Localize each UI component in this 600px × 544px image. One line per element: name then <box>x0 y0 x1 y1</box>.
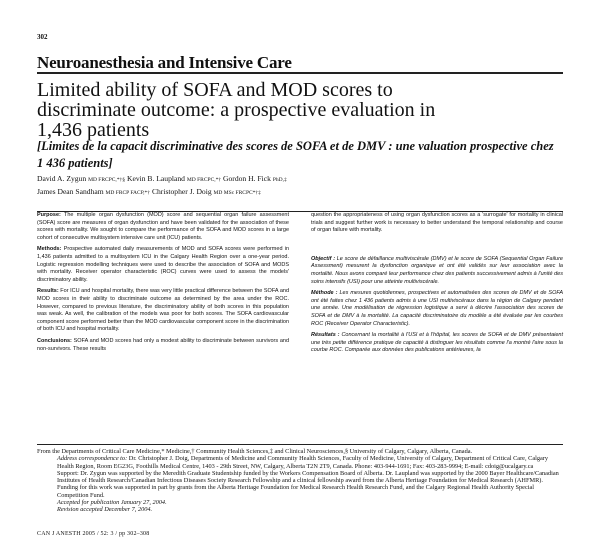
section-title: Neuroanesthesia and Intensive Care <box>37 53 292 72</box>
affiliations: From the Departments of Critical Care Medicine,* Medicine,† Community Health Sciences,‡ and Clinical Neurosciences,§ University of Calgary, Calgary, Alberta, Canada. <box>37 448 473 455</box>
abstract-conclusions <box>37 338 289 353</box>
abstract-results <box>37 288 289 334</box>
accepted-date: Accepted for publication January 27, 2004. <box>57 499 167 507</box>
author-line-2 <box>37 186 557 199</box>
header-rule <box>37 72 563 74</box>
abstract-english <box>37 212 289 357</box>
footnote-rule <box>37 444 563 445</box>
correspondence-text: Dr. Christopher J. Doig, Departments of Medicine and Community Health Sciences, Faculty of Medicine, University of Calgary, Department of Critical Care, Calgary Health Region, Room EG23G, Foothills Medical Centre, 1403 - 29th Street, NW, Calgary, Alberta T2N 2T9, Canada. Phone: 403-944-1691; Fax: 403-283-9994; E-mail: cdoig@ucalgary.ca <box>57 455 549 470</box>
author-credentials: PhD,‡ <box>272 177 287 183</box>
journal-citation: CAN J ANESTH 2005 / 52: 3 / pp 302–308 <box>37 531 150 537</box>
support-note: Support: Dr. Zygun was supported by the Meredith Graduate Studentship funded by the Workers Compensation Board of Alberta. Dr. Laupland was supported by the 2000 Bayer Healthcare/Canadian Institutes of Health Research/Canadian Infectious Diseases Society Research Fellowship and a clinical fellowship award from the Alberta Heritage Foundation for Medical Research (AHFMR). Funding for this work was supported in part by grants from the Alberta Heritage Foundation for Medical Research Health Research Fund, and the Calgary Regional Health Authority Special Competition Fund. <box>57 469 559 499</box>
objectif-text: Le score de défaillance multiviscérale (DMV) et le score de SOFA (Sequential Organ Failure Assessment) mesurent la dysfonction organique et ont été validés sur leur association avec la mortalité. Nous avons comparé leur performance chez des patients successivement admis à l'unité des soins intensifs (USI) pour une atteinte multiviscérale. <box>311 255 563 285</box>
revised-date: Revision accepted December 7, 2004. <box>57 506 153 514</box>
conclusions-label: Conclusions: <box>37 337 72 344</box>
author-credentials: MD FRCPC,*†§ <box>88 177 126 183</box>
conclusions-text: SOFA and MOD scores had only a modest ability to discriminate between survivors and non-survivors. These results <box>37 337 289 352</box>
objectif-label: Objectif : <box>311 255 336 262</box>
author-name: Christopher J. Doig <box>151 187 212 196</box>
author-name: Kevin B. Laupland <box>126 174 185 183</box>
article-title: Limited ability of SOFA and MOD scores to discriminate outcome: a prospective evaluation in 1,436 patients <box>37 79 436 141</box>
french-title: [Limites de la capacit discriminative des scores de SOFA et de DMV : une valuation prospective chez 1 436 patients] <box>37 139 554 170</box>
resultats-text: Concernant la mortalité à l'USI et à l'hôpital, les scores de SOFA et de DMV présentaient une très petite différence pratique de capacité à distinguer les résultats comme l'a montré l'aire sous la courbe ROC. Comparée aux données des publications antérieures, la <box>311 332 564 354</box>
abstract-resultats <box>311 332 563 355</box>
resultats-label: Résultats : <box>311 332 340 339</box>
author-line-1 <box>37 173 557 186</box>
author-name: Gordon H. Fick <box>223 174 271 183</box>
abstract-methode <box>311 290 563 328</box>
results-label: Results: <box>37 288 59 295</box>
results-text: For ICU and hospital mortality, there was very little practical difference between the SOFA and MOD scores in their ability to discriminate outcome as determined by the area under the ROC. However, compared to previous literature, the discriminatory ability of both scores in this population was weak. As well, the calibration of the models was poor for both scores. The SOFA cardiovascular component score performed better than the MOD cardiovascular component score in the discrimination of both ICU and hospital mortality. <box>37 288 290 333</box>
footnotes <box>37 448 563 514</box>
methods-label: Methods: <box>37 246 62 253</box>
abstract-french <box>311 212 563 359</box>
correspondence <box>37 455 563 470</box>
page-number: 302 <box>37 33 48 41</box>
abstract-methods <box>37 246 289 284</box>
methode-text: Les mesures quotidiennes, prospectives et automatisées des scores de DMV et de SOFA ont été faites chez 1 436 patients admis à une USI multiviscéraux dans la région de Calgary pendant une année. Une modélisation de régression logistique a servi à décrire l'association des scores de SOFA et de DMV à la mortalité. La capacité discriminatoire du modèle a été évaluée par les courbes ROC (Receiver Operator Characteristic). <box>311 290 564 327</box>
purpose-text: The multiple organ dysfunction (MOD) score and sequential organ failure assessment (SOFA) score are measures of organ dysfunction and have been validated for the association of these scores with mortality. We sought to compare the performance of the SOFA and MOD scores in a large cohort of consecutive multisystem intensive care unit (ICU) patients. <box>37 212 290 241</box>
abstract-continuation: question the appropriateness of using organ dysfunction scores as a 'surrogate' for mortality in clinical trials and suggest further work is necessary to better understand the temporal relationship and course of organ failure with mortality. <box>311 212 563 234</box>
purpose-label: Purpose: <box>37 212 61 218</box>
author-name: James Dean Sandham <box>37 187 104 196</box>
author-credentials: MD FRCP FACP,*† <box>105 190 151 196</box>
author-list <box>37 173 557 199</box>
abstract-objectif <box>311 256 563 286</box>
correspondence-label: Address correspondence to: <box>57 455 128 463</box>
author-credentials: MD FRCPC,*† <box>186 177 222 183</box>
methode-label: Méthode : <box>311 290 338 297</box>
author-credentials: MD MSc FRCPC*†‡ <box>213 190 261 196</box>
methods-text: Prospective automated daily measurements of MOD and SOFA scores were performed in 1,436 patients admitted to a multisystem ICU in the Calgary Health Region over a one-year period. Logistic regression modelling techniques were used to describe the association of SOFA and MODS with mortality. Receiver operator characteristic (ROC) curves were used to assess the models' discriminatory ability. <box>37 246 290 283</box>
author-name: David A. Zygun <box>37 174 87 183</box>
abstract-purpose <box>37 212 289 242</box>
